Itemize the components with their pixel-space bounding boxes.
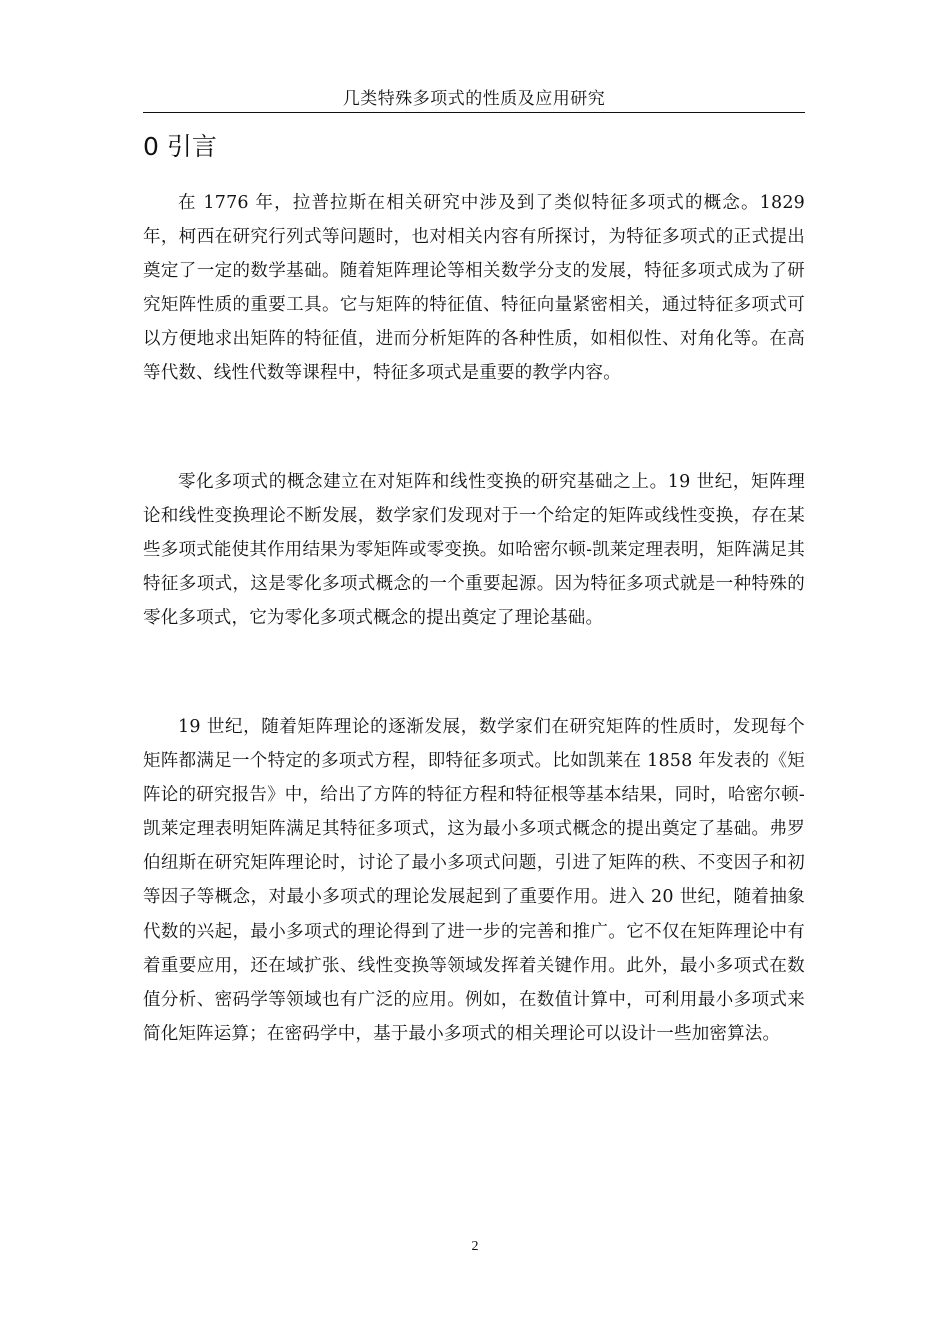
paragraph-annihilating-polynomial: 零化多项式的概念建立在对矩阵和线性变换的研究基础之上。19 世纪，矩阵理论和线性变换理论不断发展，数学家们发现对于一个给定的矩阵或线性变换，存在某些多项式能使其作用结果为零矩阵或零变换。如哈密尔顿-凯莱定理表明，矩阵满足其特征多项式，这是零化多项式概念的一个重要起源。因为特征多项式就是一种特殊的零化多项式，它为零化多项式概念的提出奠定了理论基础。 [143,472,805,629]
paragraph-characteristic-polynomial: 在 1776 年，拉普拉斯在相关研究中涉及到了类似特征多项式的概念。1829 年，柯西在研究行列式等问题时，也对相关内容有所探讨，为特征多项式的正式提出奠定了一定的数学基础。随着矩阵理论等相关数学分支的发展，特征多项式成为了研究矩阵性质的重要工具。它与矩阵的特征值、特征向量紧密相关，通过特征多项式可以方便地求出矩阵的特征值，进而分析矩阵的各种性质，如相似性、对角化等。在高等代数、线性代数等课程中，特征多项式是重要的教学内容。 [143,193,805,384]
paragraph-minimal-polynomial: 19 世纪，随着矩阵理论的逐渐发展，数学家们在研究矩阵的性质时，发现每个矩阵都满足一个特定的多项式方程，即特征多项式。比如凯莱在 1858 年发表的《矩阵论的研究报告》中，给出了方阵的特征方程和特征根等基本结果，同时，哈密尔顿-凯莱定理表明矩阵满足其特征多项式，这为最小多项式概念的提出奠定了基础。弗罗伯纽斯在研究矩阵理论时，讨论了最小多项式问题，引进了矩阵的秩、不变因子和初等因子等概念，对最小多项式的理论发展起到了重要作用。进入 20 世纪，随着抽象代数的兴起，最小多项式的理论得到了进一步的完善和推广。它不仅在矩阵理论中有着重要应用，还在域扩张、线性变换等领域发挥着关键作用。此外，最小多项式在数值分析、密码学等领域也有广泛的应用。例如，在数值计算中，可利用最小多项式来简化矩阵运算；在密码学中，基于最小多项式的相关理论可以设计一些加密算法。 [143,717,805,1044]
header-divider [143,112,805,113]
page-number: 2 [471,1239,479,1254]
running-header: 几类特殊多项式的性质及应用研究 [342,89,606,109]
section-title: 0 引言 [143,132,217,161]
